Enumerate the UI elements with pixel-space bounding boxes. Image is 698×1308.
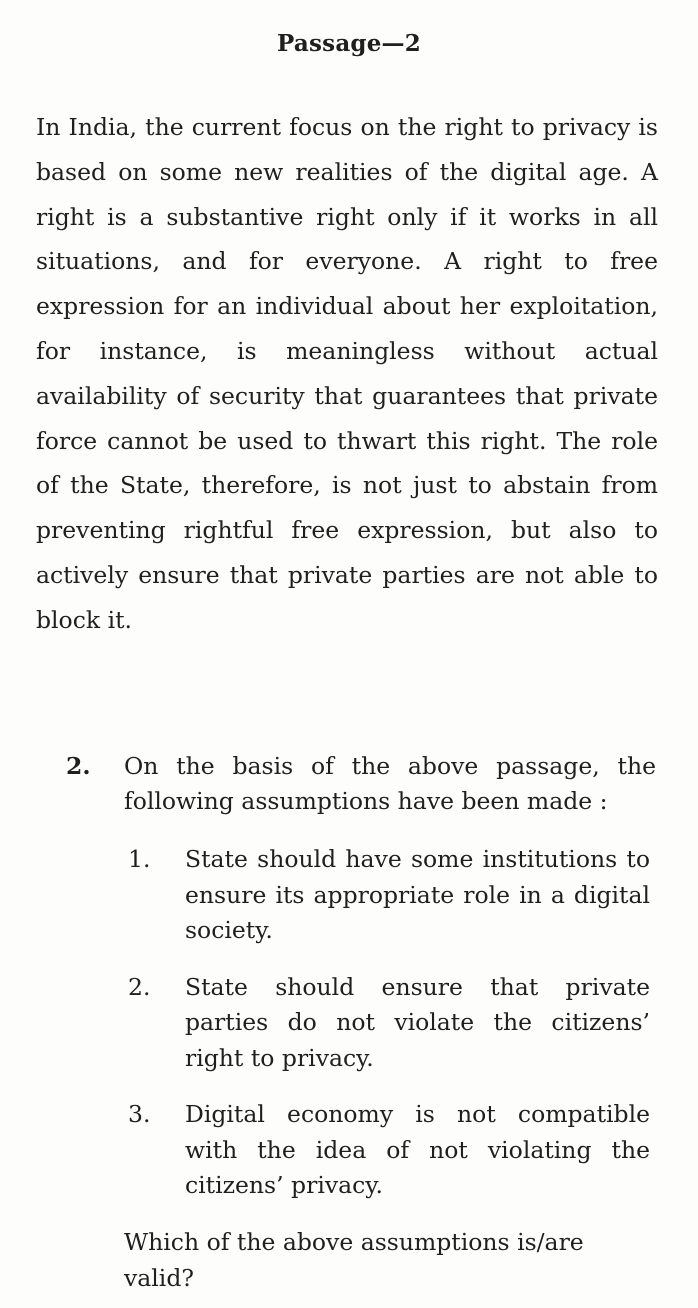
assumption-number: 1. bbox=[128, 845, 151, 873]
assumption-item bbox=[128, 970, 650, 1077]
passage-title: Passage—2 bbox=[277, 30, 421, 57]
assumption-text: Digital economy is not compatible with the idea of not violating the citizens’ privacy. bbox=[185, 1100, 650, 1199]
assumption-text: State should ensure that private parties do not violate the citizens’ right to privacy. bbox=[185, 972, 650, 1072]
assumption-item bbox=[128, 1097, 650, 1204]
assumption-number: 2. bbox=[128, 972, 151, 1001]
passage-body: In India, the current focus on the right to privacy is based on some new realities of the digital age. A right is a substantive right only if it works in all situations, and for everyone. A right to free expression for an individual about her exploitation, for instance, is meaningless without actual availability of security that guarantees that private force cannot be used to thwart this right. The role of the State, therefore, is not just to abstain from preventing rightful free expression, but also to actively ensure that private parties are not able to block it. bbox=[36, 113, 658, 634]
assumption-item bbox=[128, 842, 650, 949]
assumption-number: 3. bbox=[128, 1100, 151, 1128]
assumption-text: State should have some institutions to ensure its appropriate role in a digital society. bbox=[185, 845, 650, 944]
assumption-list bbox=[128, 842, 650, 1225]
question-block bbox=[66, 749, 656, 819]
question-prompt: Which of the above assumptions is/are valid? bbox=[124, 1228, 584, 1292]
question-number: 2. bbox=[66, 752, 91, 780]
question-text: On the basis of the above passage, the following assumptions have been made : bbox=[124, 752, 656, 815]
